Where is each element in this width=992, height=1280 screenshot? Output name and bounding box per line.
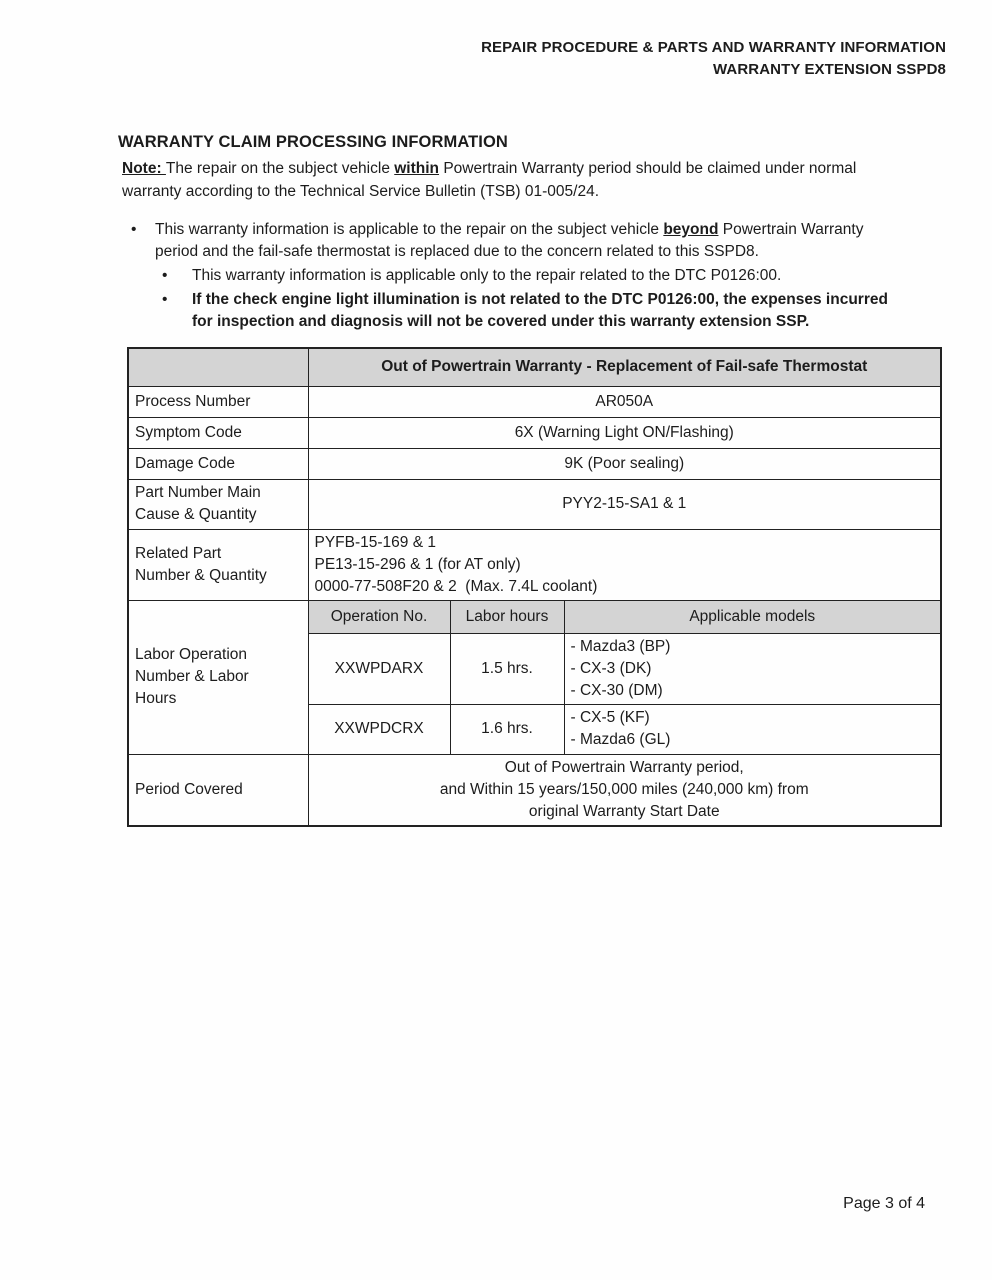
- row-label-symptom-code: Symptom Code: [128, 417, 308, 448]
- labor-row2-operation: XXWPDCRX: [308, 704, 450, 754]
- warranty-table: [127, 347, 942, 827]
- model-line: - Mazda3 (BP): [570, 637, 671, 655]
- model-line: - Mazda6 (GL): [570, 731, 671, 748]
- labor-row1-models: [564, 633, 941, 704]
- note-text-after: Powertrain Warranty period should be claimed under normal warranty according to the Technical Service Bulletin (TSB) 01-005/24.: [122, 160, 857, 200]
- label-line: Hours: [135, 690, 177, 707]
- labor-row1-hours: 1.5 hrs.: [450, 633, 564, 704]
- header-line-1: REPAIR PROCEDURE & PARTS AND WARRANTY INFORMATION: [481, 39, 946, 56]
- labor-col-header-operation-no: Operation No.: [308, 600, 450, 633]
- labor-row1-operation: XXWPDARX: [308, 633, 450, 704]
- table-corner-cell: [128, 348, 308, 386]
- labor-col-header-applicable-models: Applicable models: [564, 600, 941, 633]
- label-line: Cause & Quantity: [135, 506, 257, 523]
- row-value-process-number: AR050A: [308, 386, 941, 417]
- related-part-line: 0000-77-508F20 & 2 (Max. 7.4L coolant): [314, 577, 598, 595]
- row-value-related-part-number: [308, 529, 941, 600]
- row-value-damage-code: 9K (Poor sealing): [308, 448, 941, 479]
- bullet-icon: •: [162, 291, 168, 308]
- row-label-period-covered: Period Covered: [128, 754, 308, 826]
- related-part-line: PYFB-15-169 & 1: [314, 533, 436, 551]
- note-emphasis-within: within: [394, 160, 440, 177]
- bullet-main-after: Powertrain Warranty period and the fail-safe thermostat is replaced due to the concern related to this SSPD8.: [155, 221, 864, 260]
- label-line: Labor Operation: [135, 646, 248, 663]
- row-value-part-number-main-cause: PYY2-15-SA1 & 1: [308, 479, 941, 529]
- bullet-sub1-text: This warranty information is applicable only to the repair related to the DTC P0126:00.: [192, 267, 782, 284]
- row-value-symptom-code: 6X (Warning Light ON/Flashing): [308, 417, 941, 448]
- bullet-icon: •: [162, 267, 168, 284]
- note-text-before: The repair on the subject vehicle: [165, 160, 395, 177]
- bullet-main-emphasis-beyond: beyond: [663, 221, 719, 238]
- row-label-part-number-main-cause: [128, 479, 308, 529]
- bullet-item-sub2: [162, 289, 992, 333]
- bullet-list: [0, 219, 992, 333]
- document-header: [0, 0, 946, 81]
- bullet-main-text: [155, 219, 901, 263]
- section-title: WARRANTY CLAIM PROCESSING INFORMATION: [118, 133, 508, 151]
- row-label-related-part-number: [128, 529, 308, 600]
- header-line-2: WARRANTY EXTENSION SSPD8: [713, 61, 946, 78]
- note-label: Note:: [122, 160, 166, 177]
- page-number: Page 3 of 4: [843, 1195, 925, 1212]
- label-line: Number & Labor: [135, 668, 249, 685]
- row-label-labor-operation: [128, 600, 308, 754]
- label-line: Part Number Main: [135, 484, 261, 501]
- table-title-cell: Out of Powertrain Warranty - Replacement of Fail-safe Thermostat: [308, 348, 941, 386]
- labor-col-header-labor-hours: Labor hours: [450, 600, 564, 633]
- bullet-item-main: [131, 219, 992, 263]
- bullet-icon: •: [131, 221, 137, 238]
- bullet-item-sub1: [162, 265, 992, 287]
- row-label-process-number: Process Number: [128, 386, 308, 417]
- label-line: Number & Quantity: [135, 566, 267, 584]
- bullet-main-before: This warranty information is applicable to the repair on the subject vehicle: [155, 221, 664, 238]
- bullet-sub2-text: If the check engine light illumination is not related to the DTC P0126:00, the expenses incurred for inspection and diagnosis will not be covered under this warranty extension SSP.: [192, 291, 888, 330]
- row-value-period-covered: [308, 754, 941, 826]
- period-line: original Warranty Start Date: [528, 802, 720, 820]
- period-line: Out of Powertrain Warranty period,: [504, 758, 744, 776]
- related-part-line: PE13-15-296 & 1 (for AT only): [314, 555, 521, 573]
- labor-row2-hours: 1.6 hrs.: [450, 704, 564, 754]
- labor-row2-models: [564, 704, 941, 754]
- label-line: Related Part: [135, 544, 222, 562]
- note-paragraph: [122, 157, 864, 203]
- model-line: - CX-30 (DM): [570, 681, 663, 699]
- model-line: - CX-3 (DK): [570, 659, 652, 677]
- row-label-damage-code: Damage Code: [128, 448, 308, 479]
- model-line: - CX-5 (KF): [570, 709, 650, 726]
- period-line: and Within 15 years/150,000 miles (240,000 km) from: [439, 780, 809, 798]
